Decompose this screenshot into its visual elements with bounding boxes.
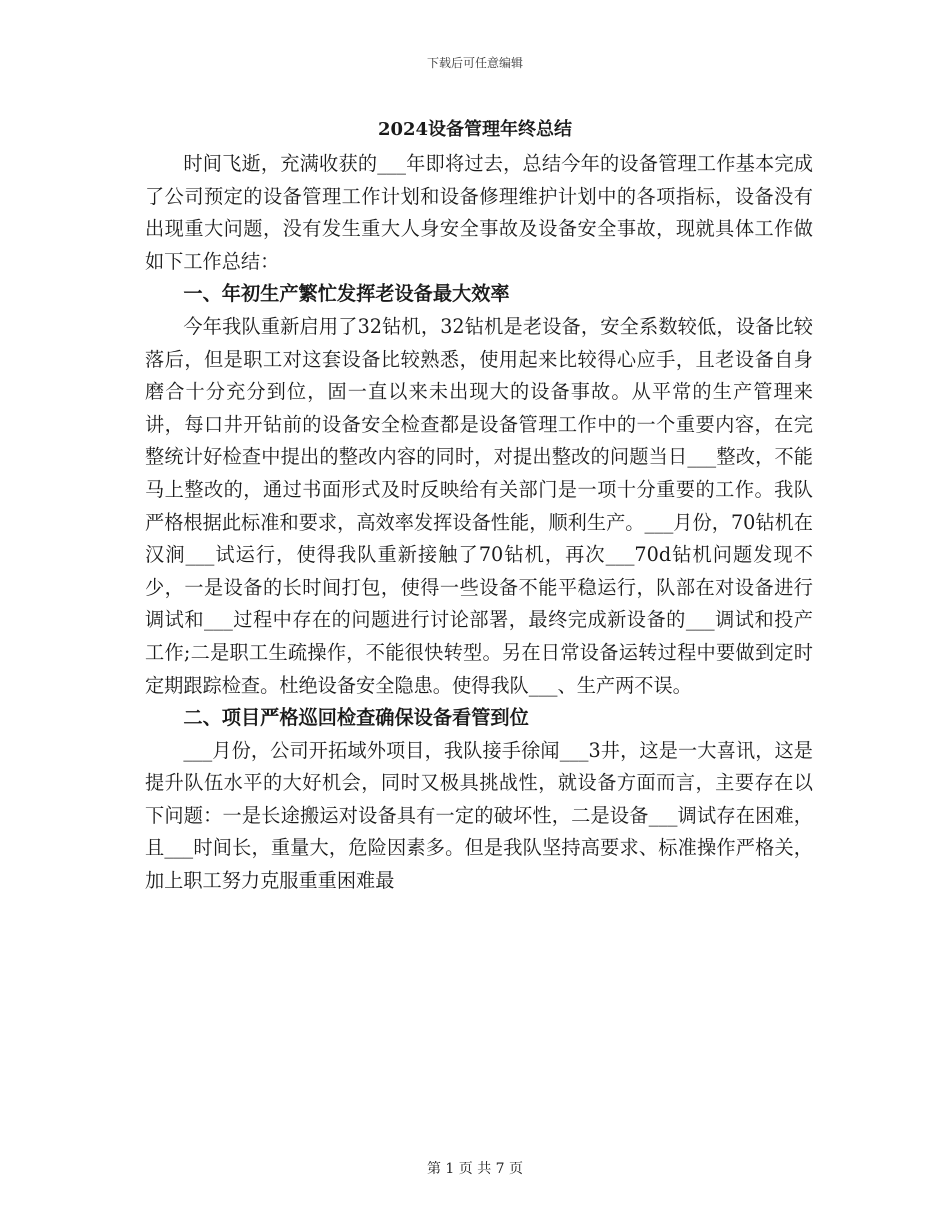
page-footer-page-number: 第 1 页 共 7 页 xyxy=(426,1161,524,1177)
document-title: 2024设备管理年终总结 xyxy=(377,119,573,140)
intro-paragraph: 时间飞逝，充满收获的___年即将过去，总结今年的设备管理工作基本完成了公司预定的设备管理工作计划和设备修理维护计划中的各项指标，设备没有出现重大问题，没有发生重大人身安全事故及设备安全事故，现就具体工作做如下工作总结： xyxy=(145,152,813,273)
document-body xyxy=(145,148,813,898)
section-2-paragraph: ___月份，公司开拓域外项目，我队接手徐闻___3井，这是一大喜讯，这是提升队伍水平的大好机会，同时又极具挑战性，就设备方面而言，主要存在以下问题：一是长途搬运对设备具有一定的破坏性，二是设备___调试存在困难，且___时间长，重量大，危险因素多。但是我队坚持高要求、标准操作严格关，加上职工努力克服重重困难最 xyxy=(145,738,813,893)
section-1-paragraph: 今年我队重新启用了32钻机，32钻机是老设备，安全系数较低，设备比较落后，但是职工对这套设备比较熟悉，使用起来比较得心应手，且老设备自身磨合十分充分到位，固一直以来未出现大的设备事故。从平常的生产管理来讲，每口井开钻前的设备安全检查都是设备管理工作中的一个重要内容，在完整统计好检查中提出的整改内容的同时，对提出整改的问题当日___整改，不能马上整改的，通过书面形式及时反映给有关部门是一项十分重要的工作。我队严格根据此标准和要求，高效率发挥设备性能，顺利生产。___月份，70钻机在汉涧___试运行，使得我队重新接触了70钻机，再次___70d钻机问题发现不少，一是设备的长时间打包，使得一些设备不能平稳运行，队部在对设备进行调试和___过程中存在的问题进行讨论部署，最终完成新设备的___调试和投产工作;二是职工生疏操作，不能很快转型。另在日常设备运转过程中要做到定时定期跟踪检查。杜绝设备安全隐患。使得我队___、生产两不误。 xyxy=(145,314,813,697)
section-1-heading: 一、年初生产繁忙发挥老设备最大效率 xyxy=(183,282,510,306)
page-header-note: 下载后可任意编辑 xyxy=(426,56,523,70)
section-2-heading: 二、项目严格巡回检查确保设备看管到位 xyxy=(183,706,529,730)
